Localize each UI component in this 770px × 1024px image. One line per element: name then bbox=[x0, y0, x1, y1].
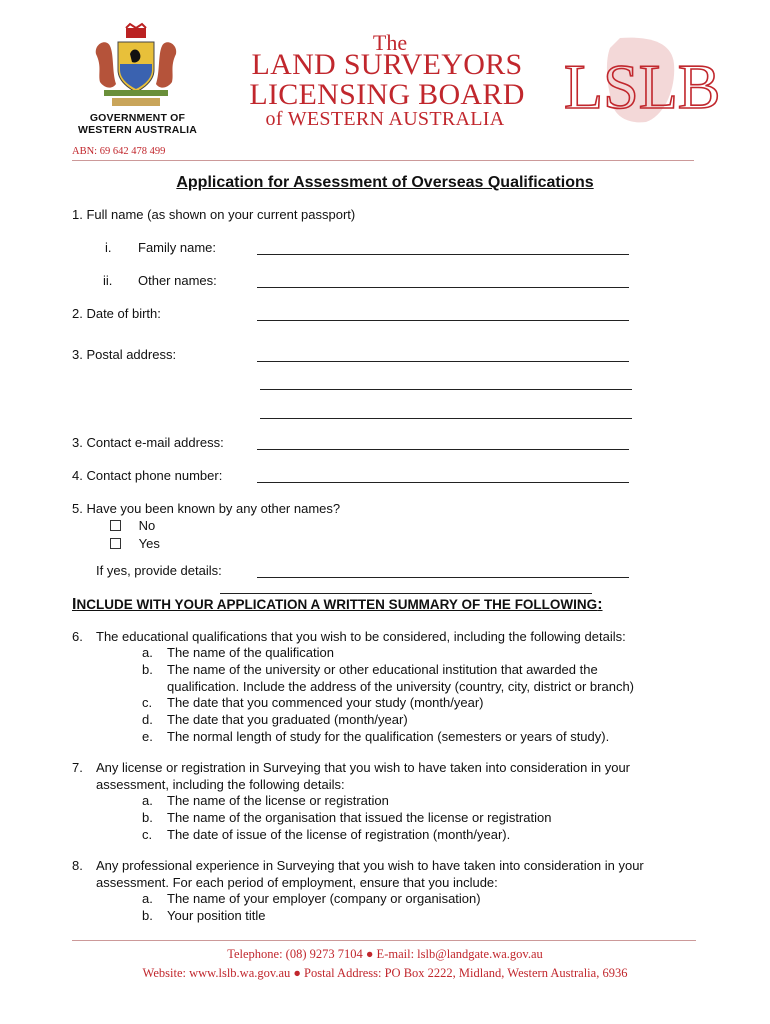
yes-label: Yes bbox=[138, 536, 160, 551]
date-of-birth-field[interactable] bbox=[257, 320, 629, 321]
question-2-label: 2. Date of birth: bbox=[72, 306, 161, 321]
government-label-line2: WESTERN AUSTRALIA bbox=[77, 124, 198, 136]
other-names-details-field[interactable] bbox=[257, 577, 629, 578]
footer-divider bbox=[72, 940, 696, 941]
section-heading: INCLUDE WITH YOUR APPLICATION A WRITTEN SUMMARY OF THE FOLLOWING: bbox=[72, 596, 603, 613]
svg-text:LSLB: LSLB bbox=[564, 51, 721, 122]
other-names-details-field-2[interactable] bbox=[220, 593, 592, 594]
board-title-line1: LAND SURVEYORS bbox=[251, 48, 523, 81]
board-title-the: The bbox=[372, 30, 408, 55]
other-names-label: Other names: bbox=[138, 273, 217, 288]
other-names-details-label: If yes, provide details: bbox=[96, 563, 222, 578]
question-3-postal-label: 3. Postal address: bbox=[72, 347, 177, 362]
lslb-monogram-logo bbox=[560, 34, 721, 126]
footer-address-line: Website: www.lslb.wa.gov.au ● Postal Address: PO Box 2222, Midland, Western Australia, 6936 bbox=[142, 966, 628, 980]
list-item: a. The name of your employer (company or organisation) bbox=[142, 891, 481, 906]
question-1-label: 1. Full name (as shown on your current passport) bbox=[72, 207, 356, 222]
list-item: b. The name of the university or other educational institution that awarded the bbox=[142, 661, 598, 677]
board-title-line2: LICENSING BOARD bbox=[249, 78, 525, 111]
list-item: b. The name of the organisation that issued the license or registration bbox=[142, 809, 552, 825]
family-name-field[interactable] bbox=[257, 254, 629, 255]
family-name-numeral: i. bbox=[105, 240, 112, 255]
list-item: qualification. Include the address of the university (country, city, district or branch) bbox=[167, 678, 635, 694]
email-field[interactable] bbox=[257, 449, 629, 450]
option-no[interactable] bbox=[110, 518, 155, 534]
list-item: d. The date that you graduated (month/year) bbox=[142, 712, 408, 728]
question-7-line1: Any license or registration in Surveying that you wish to have taken into consideration in your bbox=[96, 760, 631, 775]
postal-address-field-1[interactable] bbox=[257, 361, 629, 362]
list-item: a. The name of the qualification bbox=[142, 645, 334, 660]
form-title: Application for Assessment of Overseas Qualifications bbox=[176, 174, 594, 191]
list-item: c. The date of issue of the license of registration (month/year). bbox=[142, 826, 511, 842]
question-7-number: 7. bbox=[72, 760, 83, 775]
phone-number-field[interactable] bbox=[257, 482, 629, 483]
list-item: e. The normal length of study for the qualification (semesters or years of study). bbox=[142, 729, 610, 744]
list-item: a. The name of the license or registration bbox=[142, 793, 389, 808]
list-item: c. The date that you commenced your study (month/year) bbox=[142, 695, 484, 711]
board-title-line3: of WESTERN AUSTRALIA bbox=[265, 108, 505, 130]
question-8-line1: Any professional experience in Surveying that you wish to have taken into consideration in your bbox=[96, 858, 644, 873]
yes-checkbox[interactable] bbox=[110, 538, 121, 549]
question-6-text: The educational qualifications that you wish to be considered, including the following details: bbox=[96, 629, 626, 644]
question-8-line2: assessment. For each period of employment, ensure that you include: bbox=[96, 875, 498, 890]
no-checkbox[interactable] bbox=[110, 520, 121, 531]
postal-address-field-3[interactable] bbox=[260, 418, 632, 419]
question-7-line2: assessment, including the following details: bbox=[96, 777, 345, 792]
list-item: b. Your position title bbox=[142, 907, 266, 923]
other-names-field[interactable] bbox=[257, 287, 629, 288]
question-4-label: 4. Contact phone number: bbox=[72, 468, 223, 483]
question-8-number: 8. bbox=[72, 858, 83, 873]
question-3-email-label: 3. Contact e-mail address: bbox=[72, 435, 224, 450]
postal-address-field-2[interactable] bbox=[260, 389, 632, 390]
government-label-line1: GOVERNMENT OF bbox=[89, 112, 186, 124]
no-label: No bbox=[138, 518, 156, 533]
other-names-numeral: ii. bbox=[103, 273, 113, 288]
header-divider bbox=[72, 160, 694, 161]
abn-number: ABN: 69 642 478 499 bbox=[72, 146, 166, 157]
question-6-number: 6. bbox=[72, 629, 83, 644]
family-name-label: Family name: bbox=[138, 240, 217, 255]
option-yes[interactable] bbox=[110, 536, 160, 552]
footer-contact-line: Telephone: (08) 9273 7104 ● E-mail: lslb@landgate.wa.gov.au bbox=[227, 947, 543, 961]
western-australia-coat-of-arms-logo bbox=[86, 24, 186, 114]
question-5-label: 5. Have you been known by any other names? bbox=[72, 501, 341, 516]
